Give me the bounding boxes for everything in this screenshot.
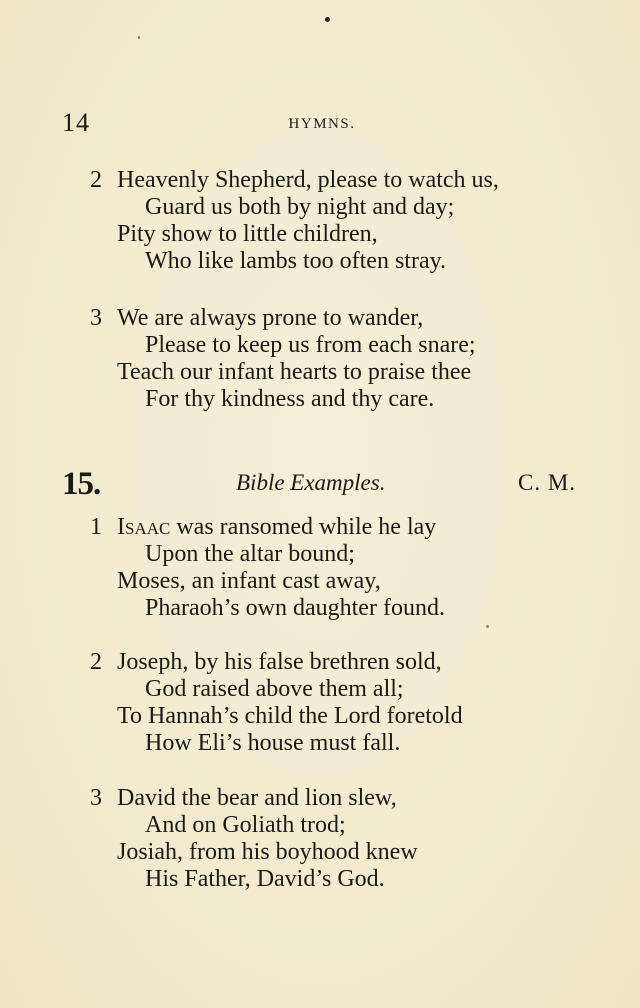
verse-line: Moses, an infant cast away, bbox=[117, 568, 381, 594]
ink-speck bbox=[138, 36, 140, 39]
verse-line: Josiah, from his boyhood knew bbox=[117, 839, 418, 865]
verse-line: Who like lambs too often stray. bbox=[145, 248, 447, 274]
verse-line: We are always prone to wander, bbox=[117, 305, 424, 331]
stanza-number: 2 bbox=[90, 167, 102, 193]
verse-line: To Hannah’s child the Lord foretold bbox=[117, 703, 463, 729]
first-word: Isaac bbox=[117, 514, 171, 540]
page-number: 14 bbox=[62, 108, 90, 137]
verse-line: Please to keep us from each snare; bbox=[145, 332, 476, 358]
verse-line bbox=[117, 513, 436, 541]
running-head: HYMNS. bbox=[288, 116, 356, 132]
verse-line: Joseph, by his false brethren sold, bbox=[117, 649, 442, 675]
verse-line: How Eli’s house must fall. bbox=[145, 730, 401, 756]
stanza-number: 3 bbox=[90, 305, 102, 331]
verse-line: For thy kindness and thy care. bbox=[145, 386, 435, 412]
verse-line: Heavenly Shepherd, please to watch us, bbox=[117, 167, 499, 193]
verse-line: Upon the altar bound; bbox=[145, 541, 355, 567]
verse-line: God raised above them all; bbox=[145, 676, 404, 702]
stanza-number: 1 bbox=[90, 514, 102, 540]
hymn-meter: C. M. bbox=[518, 470, 577, 495]
stanza-number: 3 bbox=[90, 785, 102, 811]
hymn-number: 15. bbox=[62, 466, 101, 502]
verse-line: David the bear and lion slew, bbox=[117, 785, 397, 811]
hymn-title: Bible Examples. bbox=[236, 470, 386, 495]
verse-line: Pity show to little children, bbox=[117, 221, 378, 247]
ink-speck bbox=[486, 625, 489, 628]
verse-line: Pharaoh’s own daughter found. bbox=[145, 595, 445, 621]
verse-line: Guard us both by night and day; bbox=[145, 194, 455, 220]
verse-line: His Father, David’s God. bbox=[145, 866, 385, 892]
page-header bbox=[62, 108, 582, 138]
verse-line-rest: was ransomed while he lay bbox=[170, 514, 437, 540]
verse-line: And on Goliath trod; bbox=[145, 812, 346, 838]
ink-speck bbox=[325, 17, 330, 22]
verse-line: Teach our infant hearts to praise thee bbox=[117, 359, 472, 385]
hymn-heading bbox=[0, 466, 640, 500]
stanza-number: 2 bbox=[90, 649, 102, 675]
